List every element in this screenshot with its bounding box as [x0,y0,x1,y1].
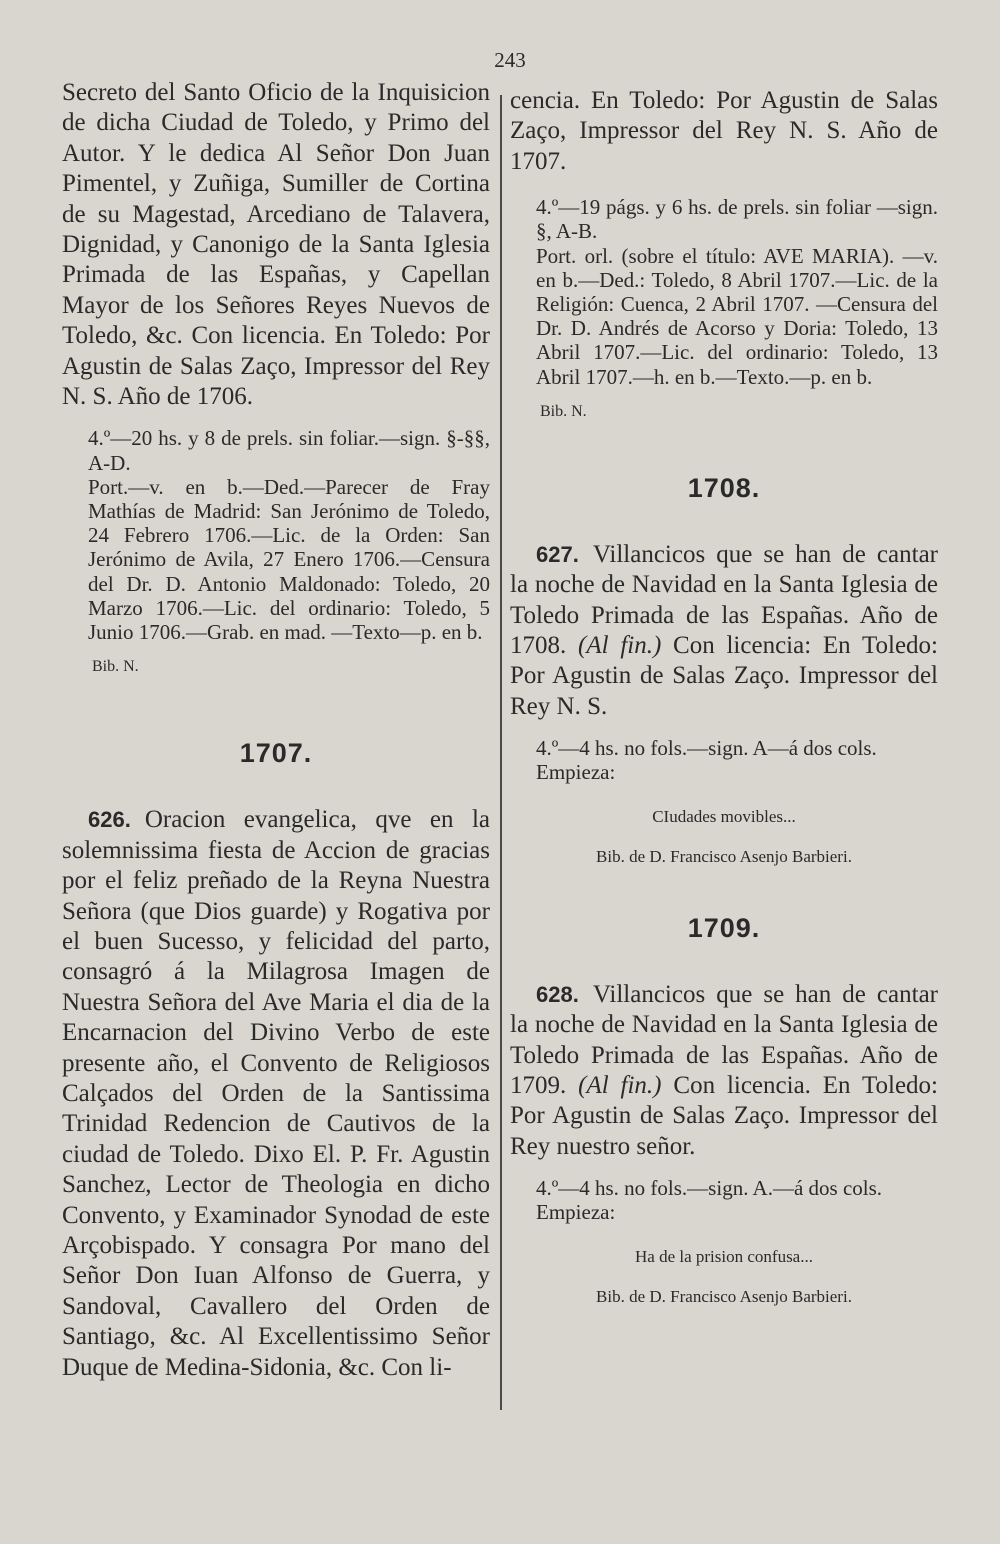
left-column [62,78,490,1383]
incipit: Ha de la prision confusa... [635,1246,813,1266]
entry-number: 627. [536,541,579,567]
library-note: Bib. N. [92,658,139,676]
entry-text-a: Villancicos que se han de cantar la noche de Navidad en la Santa Iglesia de Toledo Primada de las Españas. Año de 1708. [510,540,938,660]
entry-number: 626. [88,807,131,833]
year-heading-1709: 1709. [687,912,761,943]
year-heading-1708: 1708. [687,472,761,503]
library-note: Bib. N. [540,402,587,420]
entry-626-continuation: cencia. En Toledo: Por Agustin de Salas Zaço, Impressor del Rey N. S. Año de 1707. [510,87,938,175]
format-note: 4.º—19 págs. y 6 hs. de prels. sin foliar —sign. §, A-B. [536,195,938,244]
entry-627 [510,540,938,867]
entry-625-continuation: Secreto del Santo Oficio de la Inquisicion de dicha Ciudad de Toledo, y Primo del Autor. Y le dedica Al Señor Don Juan Pimentel, y Zuñiga, Sumiller de Cortina de su Magestad, Arcediano de Talavera, Dignidad, y Canonigo de la Santa Iglesia Primada de las Españas, y Capellan Mayor de los Señores Reyes Nuevos de Toledo, &c. Con licencia. En Toledo: Por Agustin de Salas Zaço, Impressor del Rey N. S. Año de 1706. [62,79,490,411]
entry-title [510,540,938,722]
description-note: Port. orl. (sobre el título: AVE MARIA). —v. en b.—Ded.: Toledo, 8 Abril 1707.—Lic. de la Religión: Cuenca, 2 Abril 1707. —Censura del Dr. D. Andrés de Acorso y Doria: Toledo, 13 Abril 1707.—Lic. del ordinario: Toledo, 13 Abril 1707.—h. en b.—Texto.—p. en b. [536,243,938,389]
format-note: 4.º—4 hs. no fols.—sign. A.—á dos cols. [536,1176,883,1201]
begins-label: Empieza: [536,1200,616,1225]
entry-628 [510,980,938,1307]
entry-number: 628. [536,981,579,1007]
page-number: 243 [494,48,526,72]
description-note: Port.—v. en b.—Ded.—Parecer de Fray Mathías de Madrid: San Jerónimo de Toledo, 24 Febrero 1706.—Lic. de la Orden: San Jerónimo de Avila, 27 Enero 1706.—Censura del Dr. D. Antonio Maldonado: Toledo, 20 Marzo 1706.—Lic. del ordinario: Toledo, 5 Junio 1706.—Grab. en mad. —Texto—p. en b. [88,474,490,645]
entry-text-b: Con licencia. En Toledo: Por Agustin de Salas Zaço. Impressor del Rey nuestro señor. [510,1071,938,1160]
entry-text-italic: (Al fin.) [578,632,662,660]
entry-text-a: Villancicos que se han de cantar la noche de Navidad en la Santa Iglesia de Toledo Primada de las Españas. Año de 1709. [510,980,938,1099]
library-note: Bib. de D. Francisco Asenjo Barbieri. [596,1286,852,1306]
column-divider [500,95,502,1410]
entry-text-italic: (Al fin.) [578,1071,662,1099]
entry-title [510,980,938,1162]
format-note: 4.º—4 hs. no fols.—sign. A—á dos cols. [536,736,877,761]
library-note: Bib. de D. Francisco Asenjo Barbieri. [596,846,852,866]
entry-text-b: Con licencia: En Toledo: Por Agustin de Salas Zaço. Impressor del Rey N. S. [510,632,939,720]
format-note: 4.º—20 hs. y 8 de prels. sin foliar.—sign. §-§§, A-D. [88,426,490,475]
right-column [510,86,938,1307]
incipit: CIudades movibles... [652,806,796,826]
entry-text: Oracion evangelica, qve en la solemnissima fiesta de Accion de gracias por el feliz preñado de la Reyna Nuestra Señora (que Dios guarde) y Rogativa por el buen Sucesso, y felicidad del parto, consagró á la Milagrosa Imagen de Nuestra Señora del Ave Maria el dia de la Encarnacion del Divino Verbo de este presente año, el Convento de Religiosos Calçados del Orden de la Santissima Trinidad Redencion de Cautivos de la ciudad de Toledo. Dixo El. P. Fr. Agustin Sanchez, Lector de Theologia en dicho Convento, y Examinador Synodad de este Arçobispado. Y consagra Por mano del Señor Don Iuan Alfonso de Guerra, y Sandoval, Cavallero del Orden de Santiago, &c. Al Excellentissimo Señor Duque de Medina-Sidonia, &c. Con li- [62,806,490,1381]
year-heading-1707: 1707. [239,738,313,769]
begins-label: Empieza: [536,760,616,785]
entry-626 [62,805,490,1383]
